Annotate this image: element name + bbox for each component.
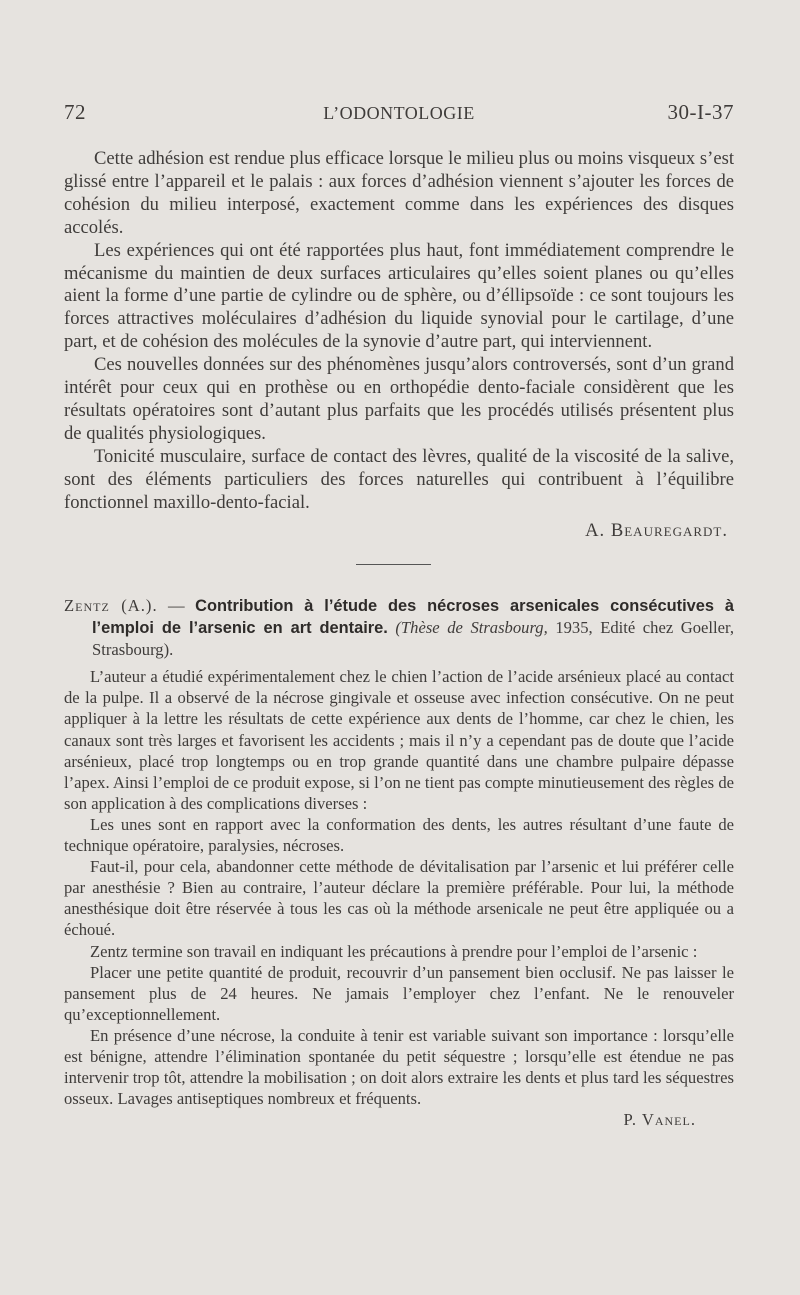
paragraph: Cette adhésion est rendue plus efficace lorsque le milieu plus ou moins visqueux s’est glissé entre l’appareil et le palais : aux forces d’adhésion viennent s’ajouter les forces de cohésion du milieu interposé, exactement comme dans les expériences des disques accolés. xyxy=(64,148,734,238)
issue-date: 30-I-37 xyxy=(667,100,734,124)
paragraph: Tonicité musculaire, surface de contact des lèvres, qualité de la viscosité de la salive, sont des éléments particuliers des forces naturelles qui contribuent à l’équilibre fonctionnel maxillo-dento-facial. xyxy=(64,445,734,513)
paragraph: Ces nouvelles données sur des phénomènes jusqu’alors controversés, sont d’un grand intérêt pour ceux qui en prothèse ou en orthopédie dento-faciale considèrent que les résultats opératoires sont d’autant plus parfaits que les procédés utilisés présentent plus de qualités physiologiques. xyxy=(64,354,734,444)
running-header xyxy=(64,100,734,128)
author-signature: A. Beauregardt. xyxy=(585,519,728,541)
review-title: Contribution à l’étude des nécroses arsenicales consécutives à l’emploi de l’arsenic en art dentaire. xyxy=(92,597,734,638)
review-author: Zentz (A.). xyxy=(64,596,158,615)
paragraph: Placer une petite quantité de produit, recouvrir d’un pansement bien occlusif. Ne pas laisser le pansement plus de 24 heures. Ne jamais l’employer chez l’enfant. Ne le renouveler qu’exceptionnellement. xyxy=(64,962,734,1024)
journal-title: L’ODONTOLOGIE xyxy=(323,103,475,123)
paragraph: Les unes sont en rapport avec la conformation des dents, les autres résultant d’une faute de technique opératoire, paralysies, nécroses. xyxy=(64,814,734,856)
review-heading xyxy=(64,595,734,660)
article-conclusion xyxy=(64,148,734,542)
review-publisher: 1935, Edité chez Goeller, Strasbourg). xyxy=(92,618,734,660)
paragraph: Zentz termine son travail en indiquant les précautions à prendre pour l’emploi de l’arsenic : xyxy=(90,941,698,961)
review-citation: (Thèse de Strasbourg, xyxy=(395,618,548,638)
paragraph: En présence d’une nécrose, la conduite à tenir est variable suivant son importance : lorsqu’elle est bénigne, attendre l’élimination spontanée du petit séquestre ; lorsqu’elle est étendue ne pas intervenir trop tôt, attendre la mobilisation ; on doit alors extraire les dents et plus tard les séquestres osseux. Lavages antiseptiques nombreux et fréquents. xyxy=(64,1025,734,1109)
heading-dash: — xyxy=(157,596,196,615)
reviewer-signature: P. Vanel. xyxy=(623,1110,696,1130)
section-divider xyxy=(356,564,431,565)
paragraph: Les expériences qui ont été rapportées plus haut, font immédiatement comprendre le mécanisme du maintien de deux surfaces articulaires qu’elles soient planes ou qu’elles aient la forme d’une partie de cylindre ou de sphère, ou d’éllipsoïde : ce sont toujours les forces attractives moléculaires d’adhésion du liquide synovial pour le cartilage, d’une part, et de cohésion des molécules de la synovie d’autre part, qui interviennent. xyxy=(64,239,734,353)
paragraph: L’auteur a étudié expérimentalement chez le chien l’action de l’acide arsénieux placé au contact de la pulpe. Il a observé de la nécrose gingivale et osseuse avec infection consécutive. On ne peut appliquer à la lettre les résultats de cette expérience aux dents de l’homme, car chez le chien, les canaux sont très larges et favorisent les accidents ; mais il n’y a cependant pas de doute que l’acide arsénieux, placé trop longtemps ou en trop grande quantité dans une chambre pulpaire dépasse l’apex. Ainsi l’emploi de ce produit expose, si l’on ne tient pas compte minutieusement des règles de son application à des complications diverses : xyxy=(64,667,734,813)
paragraph: Faut-il, pour cela, abandonner cette méthode de dévitalisation par l’arsenic et lui préférer celle par anesthésie ? Bien au contraire, l’auteur déclare la première préférable. Pour lui, la méthode anesthésique doit être réservée à tous les cas où la méthode arsenicale ne peut être appliquée ou a échoué. xyxy=(64,857,734,940)
book-review xyxy=(64,595,734,1130)
page-number: 72 xyxy=(64,100,86,124)
